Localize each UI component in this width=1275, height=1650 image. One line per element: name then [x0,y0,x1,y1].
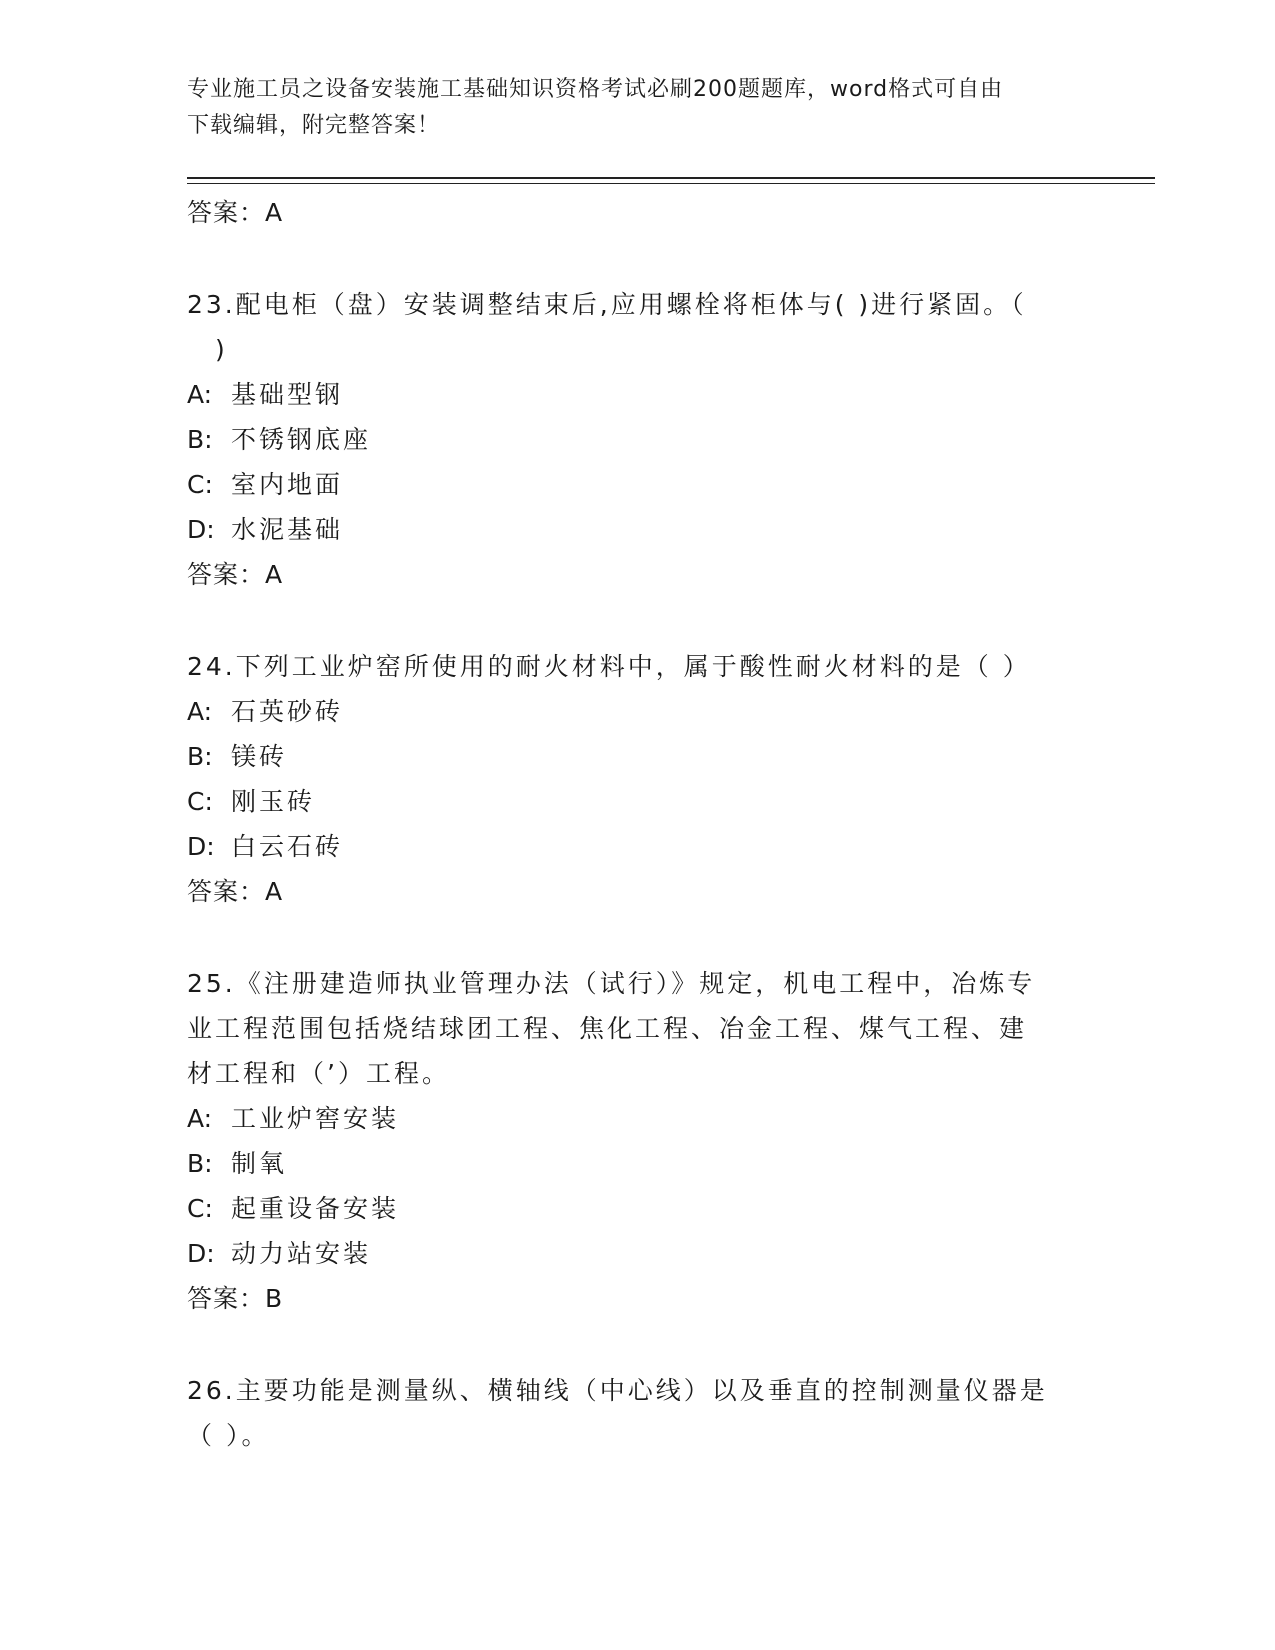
question-text-line: 23.配电柜（盘）安装调整结束后,应用螺栓将柜体与( )进行紧固。（ [187,290,1027,319]
question-text-line: 24.下列工业炉窑所使用的耐火材料中，属于酸性耐火材料的是（ ） [187,652,1031,681]
spacer [187,236,1087,282]
option-text: 起重设备安装 [231,1194,400,1223]
answer-option [187,1186,1087,1231]
question-content [187,190,1087,1458]
question-text-line: 业工程范围包括烧结球团工程、焦化工程、冶金工程、煤气工程、建 [187,1014,1028,1043]
answer-option [187,779,1087,824]
option-text: 水泥基础 [231,515,344,544]
answer-option [187,372,1087,417]
question-block [187,1368,1087,1458]
header-rule-thick [187,177,1155,179]
answer-option [187,1141,1087,1186]
question-block [187,961,1087,1368]
option-key: C: [187,1194,213,1223]
document-header [187,72,1087,144]
option-text: 刚玉砖 [231,787,316,816]
option-text: 白云石砖 [231,832,344,861]
header-rule-thin [187,183,1155,184]
option-key: B: [187,425,213,454]
header-line-2: 下载编辑，附完整答案！ [187,113,441,138]
question-block [187,644,1087,961]
question-text-line: 材工程和（’）工程。 [187,1059,450,1088]
previous-answer: 答案：A [187,198,284,227]
spacer [187,1322,1087,1368]
answer-option [187,507,1087,552]
answer-option [187,462,1087,507]
spacer [187,915,1087,961]
option-key: D: [187,832,215,861]
option-text: 基础型钢 [231,380,344,409]
question-text-line: ) [187,335,228,364]
question-text-line: 26.主要功能是测量纵、横轴线（中心线）以及垂直的控制测量仪器是 [187,1376,1048,1405]
header-line-1: 专业施工员之设备安装施工基础知识资格考试必刷200题题库，word格式可自由 [187,77,1004,102]
option-key: D: [187,1239,215,1268]
option-text: 工业炉窖安装 [231,1104,400,1133]
question-text-line: 25.《注册建造师执业管理办法（试行）》规定，机电工程中，冶炼专 [187,969,1036,998]
option-key: A: [187,1104,213,1133]
option-text: 室内地面 [231,470,344,499]
question-text-line: （ ）。 [187,1421,270,1450]
answer-line: 答案：B [187,1284,284,1313]
option-key: D: [187,515,215,544]
option-text: 不锈钢底座 [231,425,372,454]
option-text: 动力站安装 [231,1239,372,1268]
option-key: B: [187,742,213,771]
option-key: C: [187,787,213,816]
answer-option [187,1096,1087,1141]
answer-line: 答案：A [187,877,284,906]
option-key: A: [187,380,213,409]
question-block [187,282,1087,644]
option-text: 镁砖 [231,742,288,771]
option-key: A: [187,697,213,726]
spacer [187,598,1087,644]
answer-option [187,1231,1087,1276]
question-list [187,282,1087,1458]
option-text: 制氧 [231,1149,288,1178]
answer-line: 答案：A [187,560,284,589]
option-key: C: [187,470,213,499]
answer-option [187,734,1087,779]
answer-option [187,689,1087,734]
answer-option [187,824,1087,869]
option-text: 石英砂砖 [231,697,344,726]
answer-option [187,417,1087,462]
option-key: B: [187,1149,213,1178]
